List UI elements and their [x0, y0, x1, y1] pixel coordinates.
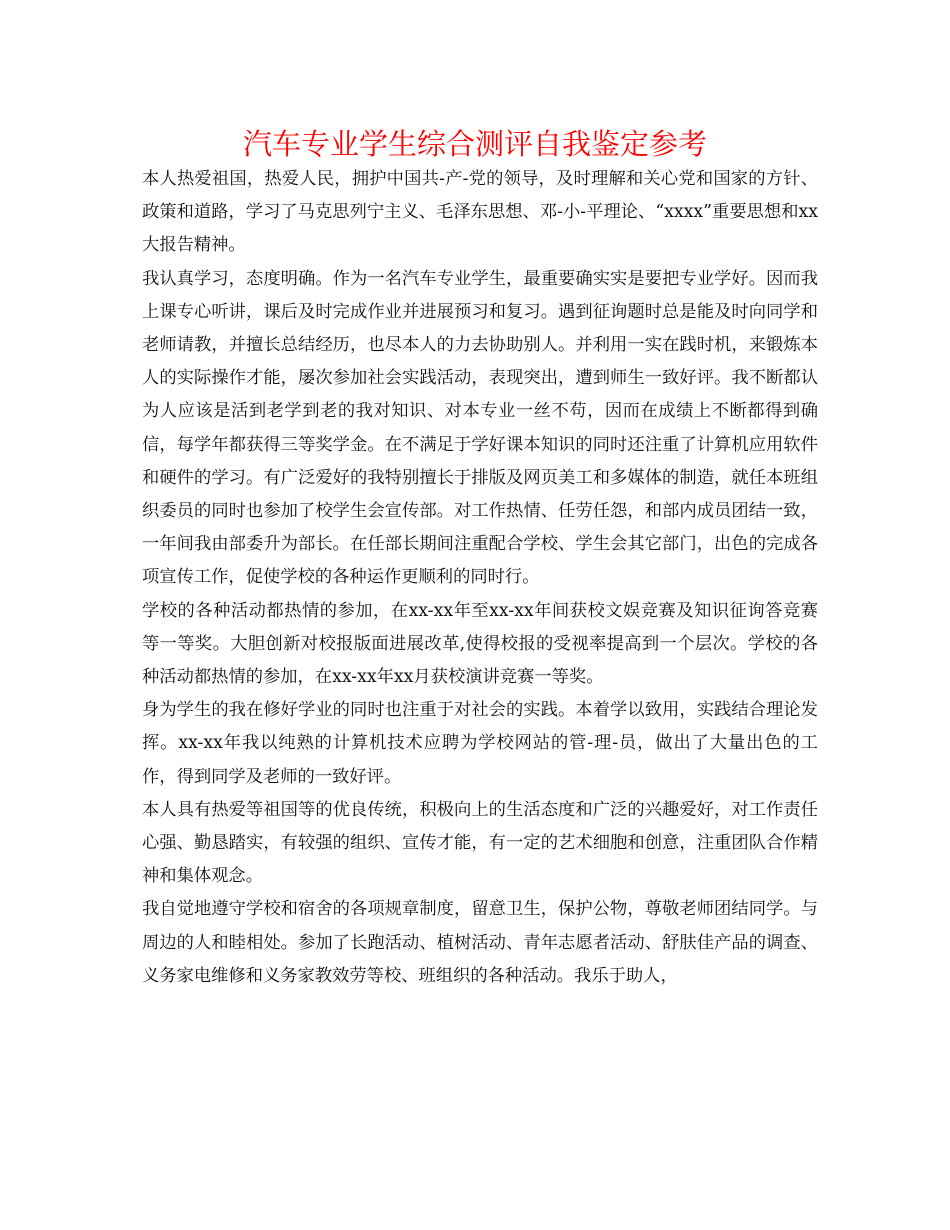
paragraph-discipline: 我自觉地遵守学校和宿舍的各项规章制度，留意卫生，保护公物，尊敬老师团结同学。与周边的人和睦相处。参加了长跑活动、植树活动、青年志愿者活动、舒肤佳产品的调查、义务家电维修和义务家教效劳等校、班组织的各种活动。我乐于助人， [142, 899, 818, 986]
paragraph-social-practice: 身为学生的我在修好学业的同时也注重于对社会的实践。本着学以致用，实践结合理论发挥。xx-xx年我以纯熟的计算机技术应聘为学校网站的管-理-员，做出了大量出色的工作，得到同学及老师的一致好评。 [142, 700, 818, 787]
paragraph-patriotism: 本人热爱祖国，热爱人民，拥护中国共-产-党的领导，及时理解和关心党和国家的方针、政策和道路，学习了马克思列宁主义、毛泽东思想、邓-小-平理论、“xxxx”重要思想和xx大报告精神。 [142, 169, 818, 256]
paragraph-activities: 学校的各种活动都热情的参加，在xx-xx年至xx-xx年间获校文娱竞赛及知识征询答竞赛等一等奖。大胆创新对校报版面进展改革,使得校报的受视率提高到一个层次。学校的各种活动都热情的参加，在xx-xx年xx月获校演讲竞赛一等奖。 [142, 600, 818, 688]
paragraph-character: 本人具有热爱等祖国等的优良传统，积极向上的生活态度和广泛的兴趣爱好，对工作责任心强、勤恳踏实，有较强的组织、宣传才能，有一定的艺术细胞和创意，注重团队合作精神和集体观念。 [142, 799, 818, 887]
paragraph-study: 我认真学习，态度明确。作为一名汽车专业学生，最重要确实实是要把专业学好。因而我上课专心听讲，课后及时完成作业并进展预习和复习。遇到征询题时总是能及时向同学和老师请教，并擅长总结经历，也尽本人的力去协助别人。并利用一实在践时机，来锻炼本人的实际操作才能，屡次参加社会实践活动，表现突出，遭到师生一致好评。我不断都认为人应该是活到老学到老的我对知识、对本专业一丝不苟，因而在成绩上不断都得到确信，每学年都获得三等奖学金。在不满足于学好课本知识的同时还注重了计算机应用软件和硬件的学习。有广泛爱好的我特别擅长于排版及网页美工和多媒体的制造，就任本班组织委员的同时也参加了校学生会宣传部。对工作热情、任劳任怨，和部内成员团结一致，一年间我由部委升为部长。在任部长期间注重配合学校、学生会其它部门，出色的完成各项宣传工作，促使学校的各种运作更顺利的同时行。 [142, 268, 818, 588]
document-title: 汽车专业学生综合测评自我鉴定参考 [242, 127, 707, 161]
document-body [142, 163, 818, 993]
